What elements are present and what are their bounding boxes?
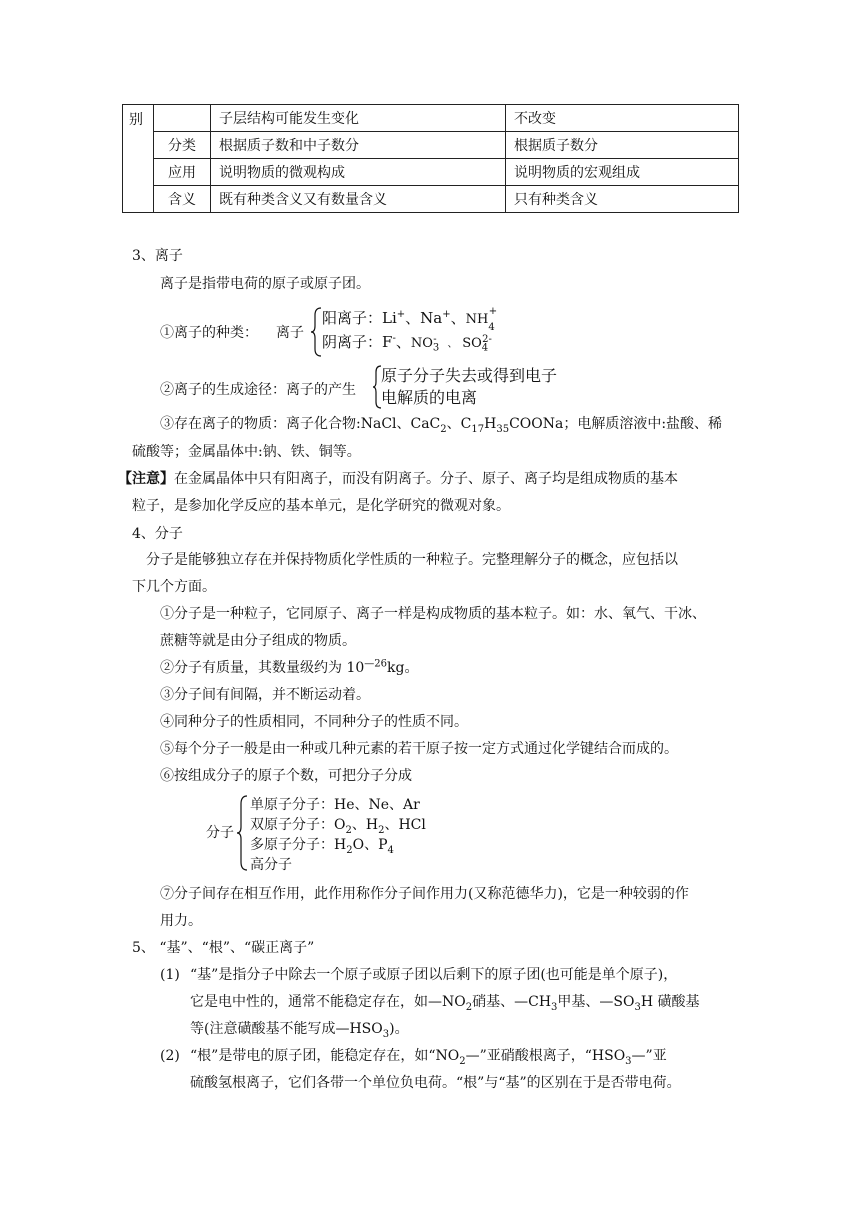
exponent: —26 [364,658,387,670]
table-row [123,186,739,213]
text: “根”是带电的原子团，能稳定存在，如“NO [190,1048,460,1064]
text: )。 [389,1021,409,1037]
text: COONa；电解质溶液中:盐酸、稀 [509,416,723,432]
table-cell: 分类 [154,132,211,159]
brace-icon [310,307,322,357]
text: 在金属晶体中只有阳离子，而没有阴离子。分子、原子、离子均是组成物质的基本 [174,471,678,487]
item-1-line-b: 它是电中性的，通常不能稳定存在，如$—NO_2$硝基、$—CH_3$甲基、$—SO_3H$ 磺酸基 [190,994,700,1013]
point-6: ⑥按组成分子的原子个数，可把分子分成 [160,768,412,784]
table-cell: 根据质子数和中子数分 [211,132,506,159]
text: —”亚硝酸根离子，“HSO [465,1048,626,1064]
point-7a: ⑦分子间存在相互作用，此作用称作分子间作用力(又称范德华力)，它是一种较弱的作 [160,886,689,902]
point-3: ③分子间有间隔，并不断运动着。 [160,687,370,703]
ion-kinds-label: ①离子的种类： [160,325,258,341]
point-1a: ①分子是一种粒子，它同原子、离子一样是构成物质的基本粒子。如：水、氧气、干冰、 [160,606,706,622]
table-cell: 只有种类含义 [506,186,739,213]
mono-atomic: 单原子分子：He、Ne、Ar [250,797,420,813]
text: —”亚 [631,1048,667,1064]
table-cell: 含义 [154,186,211,213]
point-1b: 蔗糖等就是由分子组成的物质。 [160,633,356,649]
macromolecule: 高分子 [250,857,292,873]
tree-root: 分子 [206,825,234,841]
ion-generation-1: 原子分子失去或得到电子 [381,366,558,385]
table-cell: 不改变 [506,105,739,132]
note-line-1 [118,469,678,489]
table-cell [154,105,211,132]
table-cell: 说明物质的宏观组成 [506,159,739,186]
text: 硝基、—CH [472,994,552,1010]
anion-line [322,332,498,355]
formula: Li+、Na+、$NH_4^+$ [382,305,498,333]
text: 等(注意磺酸基不能写成—HSO [190,1021,383,1037]
molecule-definition-2: 下几个方面。 [132,579,216,595]
cation-line [322,305,503,333]
text: 它是电中性的，通常不能稳定存在，如—NO [190,994,466,1010]
ion-definition: 离子是指带电荷的原子或原子团。 [160,276,370,292]
point-5: ⑤每个分子一般是由一种或几种元素的若干原子按一定方式通过化学键结合而成的。 [160,741,678,757]
item-1-number: (1) [160,967,180,983]
molecule-definition-1: 分子是能够独立存在并保持物质化学性质的一种粒子。完整理解分子的概念，应包括以 [146,552,678,568]
item-1-line-a: “基”是指分子中除去一个原子或原子团以后剩下的原子团(也可能是单个原子)， [190,967,678,983]
note-line-2: 粒子，是参加化学反应的基本单元，是化学研究的微观对象。 [132,498,510,514]
section-3-heading: 3、离子 [132,248,183,264]
table-cell: 子层结构可能发生变化 [211,105,506,132]
poly-atomic: 多原子分子：$H_2O$、$P_4$ [250,837,394,856]
section-4-heading: 4、分子 [132,526,183,542]
cation-label: 阳离子： [322,309,383,327]
brace-icon [236,795,248,871]
point-7b: 用力。 [160,913,202,929]
anion-label: 阴离子： [322,333,383,351]
table-cell: 既有种类含义又有数量含义 [211,186,506,213]
text: 、C [446,416,472,432]
text: kg。 [387,660,419,676]
note-tag: 【注意】 [118,471,174,487]
text: 甲基、—SO [557,994,635,1010]
text: ③存在离子的物质：离子化合物:NaCl、CaC [160,416,441,432]
point-2 [160,658,418,678]
table-row [123,132,739,159]
text: 多原子分子：H [250,837,347,853]
text: H 磺酸基 [640,994,700,1010]
table-row [123,105,739,132]
ion-existence-line-2: 硫酸等；金属晶体中:钠、铁、铜等。 [132,444,361,460]
comparison-table [122,104,739,213]
text: ②分子有质量，其数量级约为 10 [160,660,365,676]
section-5-heading: 5、 “基”、“根”、“碳正离子” [132,940,315,956]
di-atomic: 双原子分子：$O_2$、$H_2$、HCl [250,817,426,836]
table-cell: 应用 [154,159,211,186]
ion-kinds-word: 离子 [276,325,304,341]
item-2-number: (2) [160,1048,180,1064]
text: 双原子分子：O [250,817,346,833]
table-cell: 别 [123,105,154,213]
ion-existence-line-1: ③存在离子的物质：离子化合物:NaCl、CaC$_2$、$C_{17}H_{35}COONa$；电解质溶液中:盐酸、稀 [160,416,723,435]
ion-generation-label: ②离子的生成途径：离子的产生 [160,382,356,398]
item-1-line-c: 等(注意磺酸基不能写成$—HSO_3$)。 [190,1021,409,1040]
point-4: ④同种分子的性质相同，不同种分子的性质不同。 [160,714,468,730]
table-row [123,159,739,186]
formula: F-、$NO_3^-$ 、 $SO_4^{2-}$ [382,333,492,354]
item-2-line-a: “根”是带电的原子团，能稳定存在，如“$NO_2—$”亚硝酸根离子，“$HSO_3—$”亚 [190,1048,667,1067]
table-cell: 根据质子数分 [506,132,739,159]
table-cell: 说明物质的微观构成 [211,159,506,186]
item-2-line-b: 硫酸氢根离子，它们各带一个单位负电荷。“根”与“基”的区别在于是否带电荷。 [190,1075,681,1091]
ion-generation-2: 电解质的电离 [381,388,478,407]
